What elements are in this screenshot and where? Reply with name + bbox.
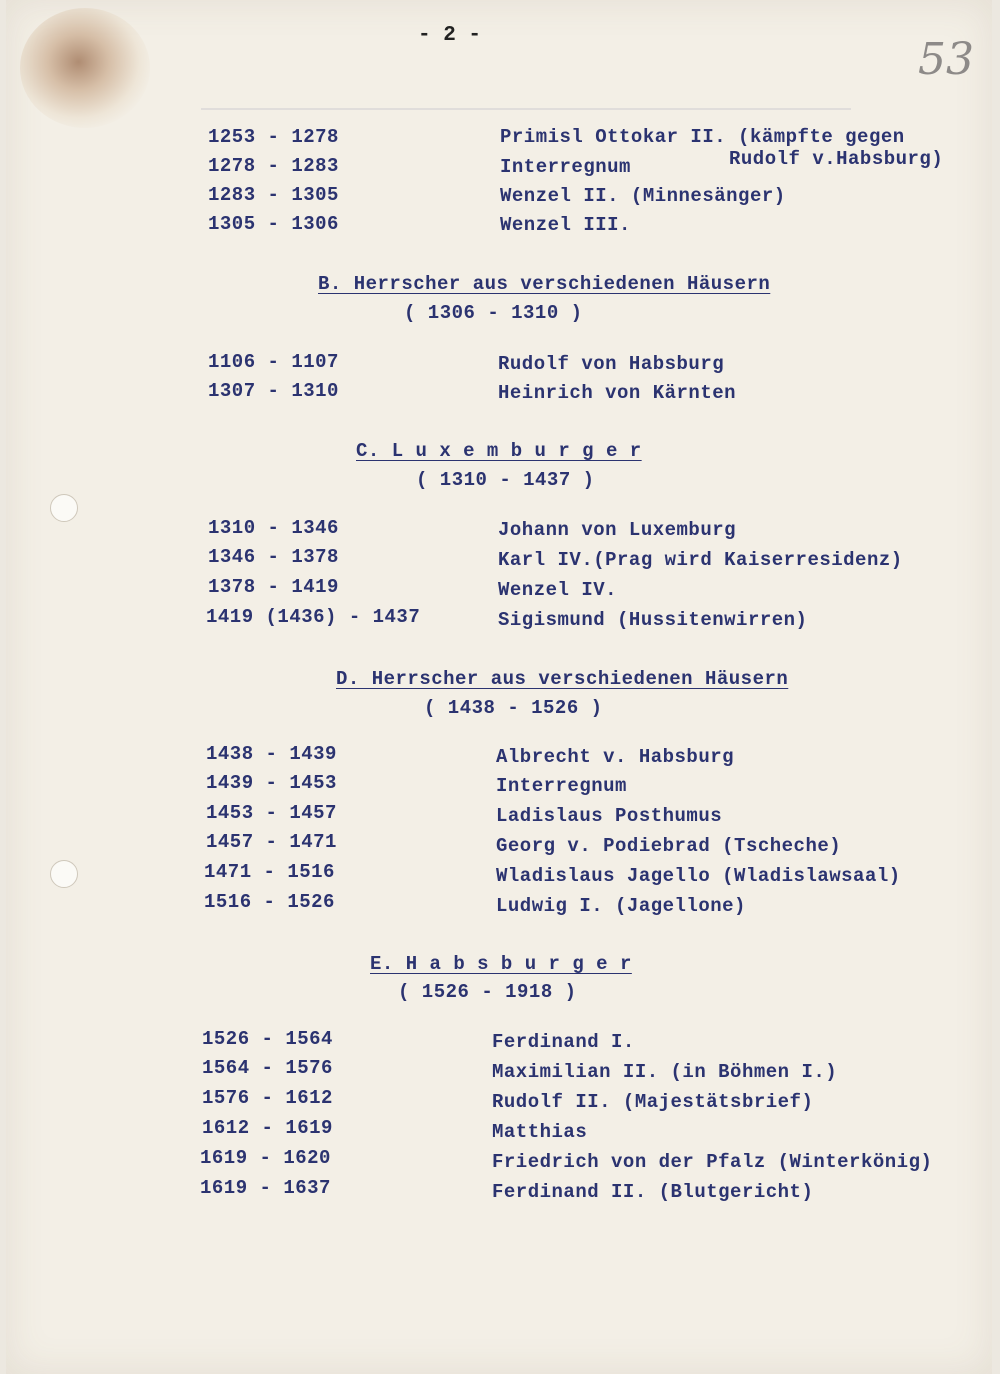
- archive-mark: 53: [918, 34, 974, 85]
- years: 1576 - 1612: [202, 1087, 333, 1109]
- ruler: Georg v. Podiebrad (Tscheche): [496, 835, 842, 857]
- years: 1438 - 1439: [206, 743, 337, 765]
- ruler: Ladislaus Posthumus: [496, 805, 723, 827]
- ruler: Maximilian II. (in Böhmen I.): [492, 1061, 838, 1083]
- ruler: Primisl Ottokar II. (kämpfte gegen: [500, 126, 905, 148]
- ruler: Friedrich von der Pfalz (Winterkönig): [492, 1151, 933, 1173]
- ruler: Interregnum: [500, 156, 631, 178]
- years: 1310 - 1346: [208, 517, 339, 539]
- punch-hole-top: [50, 494, 78, 522]
- ruler: Albrecht v. Habsburg: [496, 746, 735, 768]
- ruler: Johann von Luxemburg: [498, 519, 737, 541]
- ruler: Rudolf von Habsburg: [498, 353, 725, 375]
- ruler: Wenzel II. (Minnesänger): [500, 185, 786, 207]
- years: 1106 - 1107: [208, 351, 339, 373]
- years: 1457 - 1471: [206, 831, 337, 853]
- section-period: ( 1526 - 1918 ): [398, 981, 577, 1003]
- years: 1278 - 1283: [208, 155, 339, 177]
- years: 1471 - 1516: [204, 861, 335, 883]
- years: 1564 - 1576: [202, 1057, 333, 1079]
- section-period: ( 1438 - 1526 ): [424, 697, 603, 719]
- years: 1619 - 1637: [200, 1177, 331, 1199]
- years: 1612 - 1619: [202, 1117, 333, 1139]
- years: 1253 - 1278: [208, 126, 339, 148]
- years: 1516 - 1526: [204, 891, 335, 913]
- section-period: ( 1310 - 1437 ): [416, 469, 595, 491]
- ruler: Matthias: [492, 1121, 588, 1143]
- section-heading: C. L u x e m b u r g e r: [356, 440, 642, 462]
- ruler: Wenzel IV.: [498, 579, 618, 601]
- document-page: [6, 0, 992, 1374]
- years: 1419 (1436) - 1437: [206, 606, 421, 628]
- years: 1378 - 1419: [208, 576, 339, 598]
- ruler: Ferdinand I.: [492, 1031, 635, 1053]
- section-heading: D. Herrscher aus verschiedenen Häusern: [336, 668, 789, 690]
- punch-hole-bottom: [50, 860, 78, 888]
- ruler: Ludwig I. (Jagellone): [496, 895, 746, 917]
- years: 1307 - 1310: [208, 380, 339, 402]
- ruler: Wladislaus Jagello (Wladislawsaal): [496, 865, 901, 887]
- ruler: Interregnum: [496, 775, 627, 797]
- section-period: ( 1306 - 1310 ): [404, 302, 583, 324]
- page-number: - 2 -: [418, 24, 482, 47]
- ruler: Wenzel III.: [500, 214, 631, 236]
- section-heading: B. Herrscher aus verschiedenen Häusern: [318, 273, 771, 295]
- show-through-line: [201, 100, 851, 110]
- years: 1439 - 1453: [206, 772, 337, 794]
- years: 1619 - 1620: [200, 1147, 331, 1169]
- years: 1283 - 1305: [208, 184, 339, 206]
- ruler: Heinrich von Kärnten: [498, 382, 737, 404]
- years: 1453 - 1457: [206, 802, 337, 824]
- ruler: Rudolf II. (Majestätsbrief): [492, 1091, 814, 1113]
- ruler: Sigismund (Hussitenwirren): [498, 609, 808, 631]
- ruler: Ferdinand II. (Blutgericht): [492, 1181, 814, 1203]
- rust-stain: [20, 8, 150, 128]
- ruler: Karl IV.(Prag wird Kaiserresidenz): [498, 549, 903, 571]
- years: 1305 - 1306: [208, 213, 339, 235]
- years: 1346 - 1378: [208, 546, 339, 568]
- ruler-continuation: Rudolf v.Habsburg): [729, 148, 944, 170]
- section-heading: E. H a b s b u r g e r: [370, 953, 632, 975]
- years: 1526 - 1564: [202, 1028, 333, 1050]
